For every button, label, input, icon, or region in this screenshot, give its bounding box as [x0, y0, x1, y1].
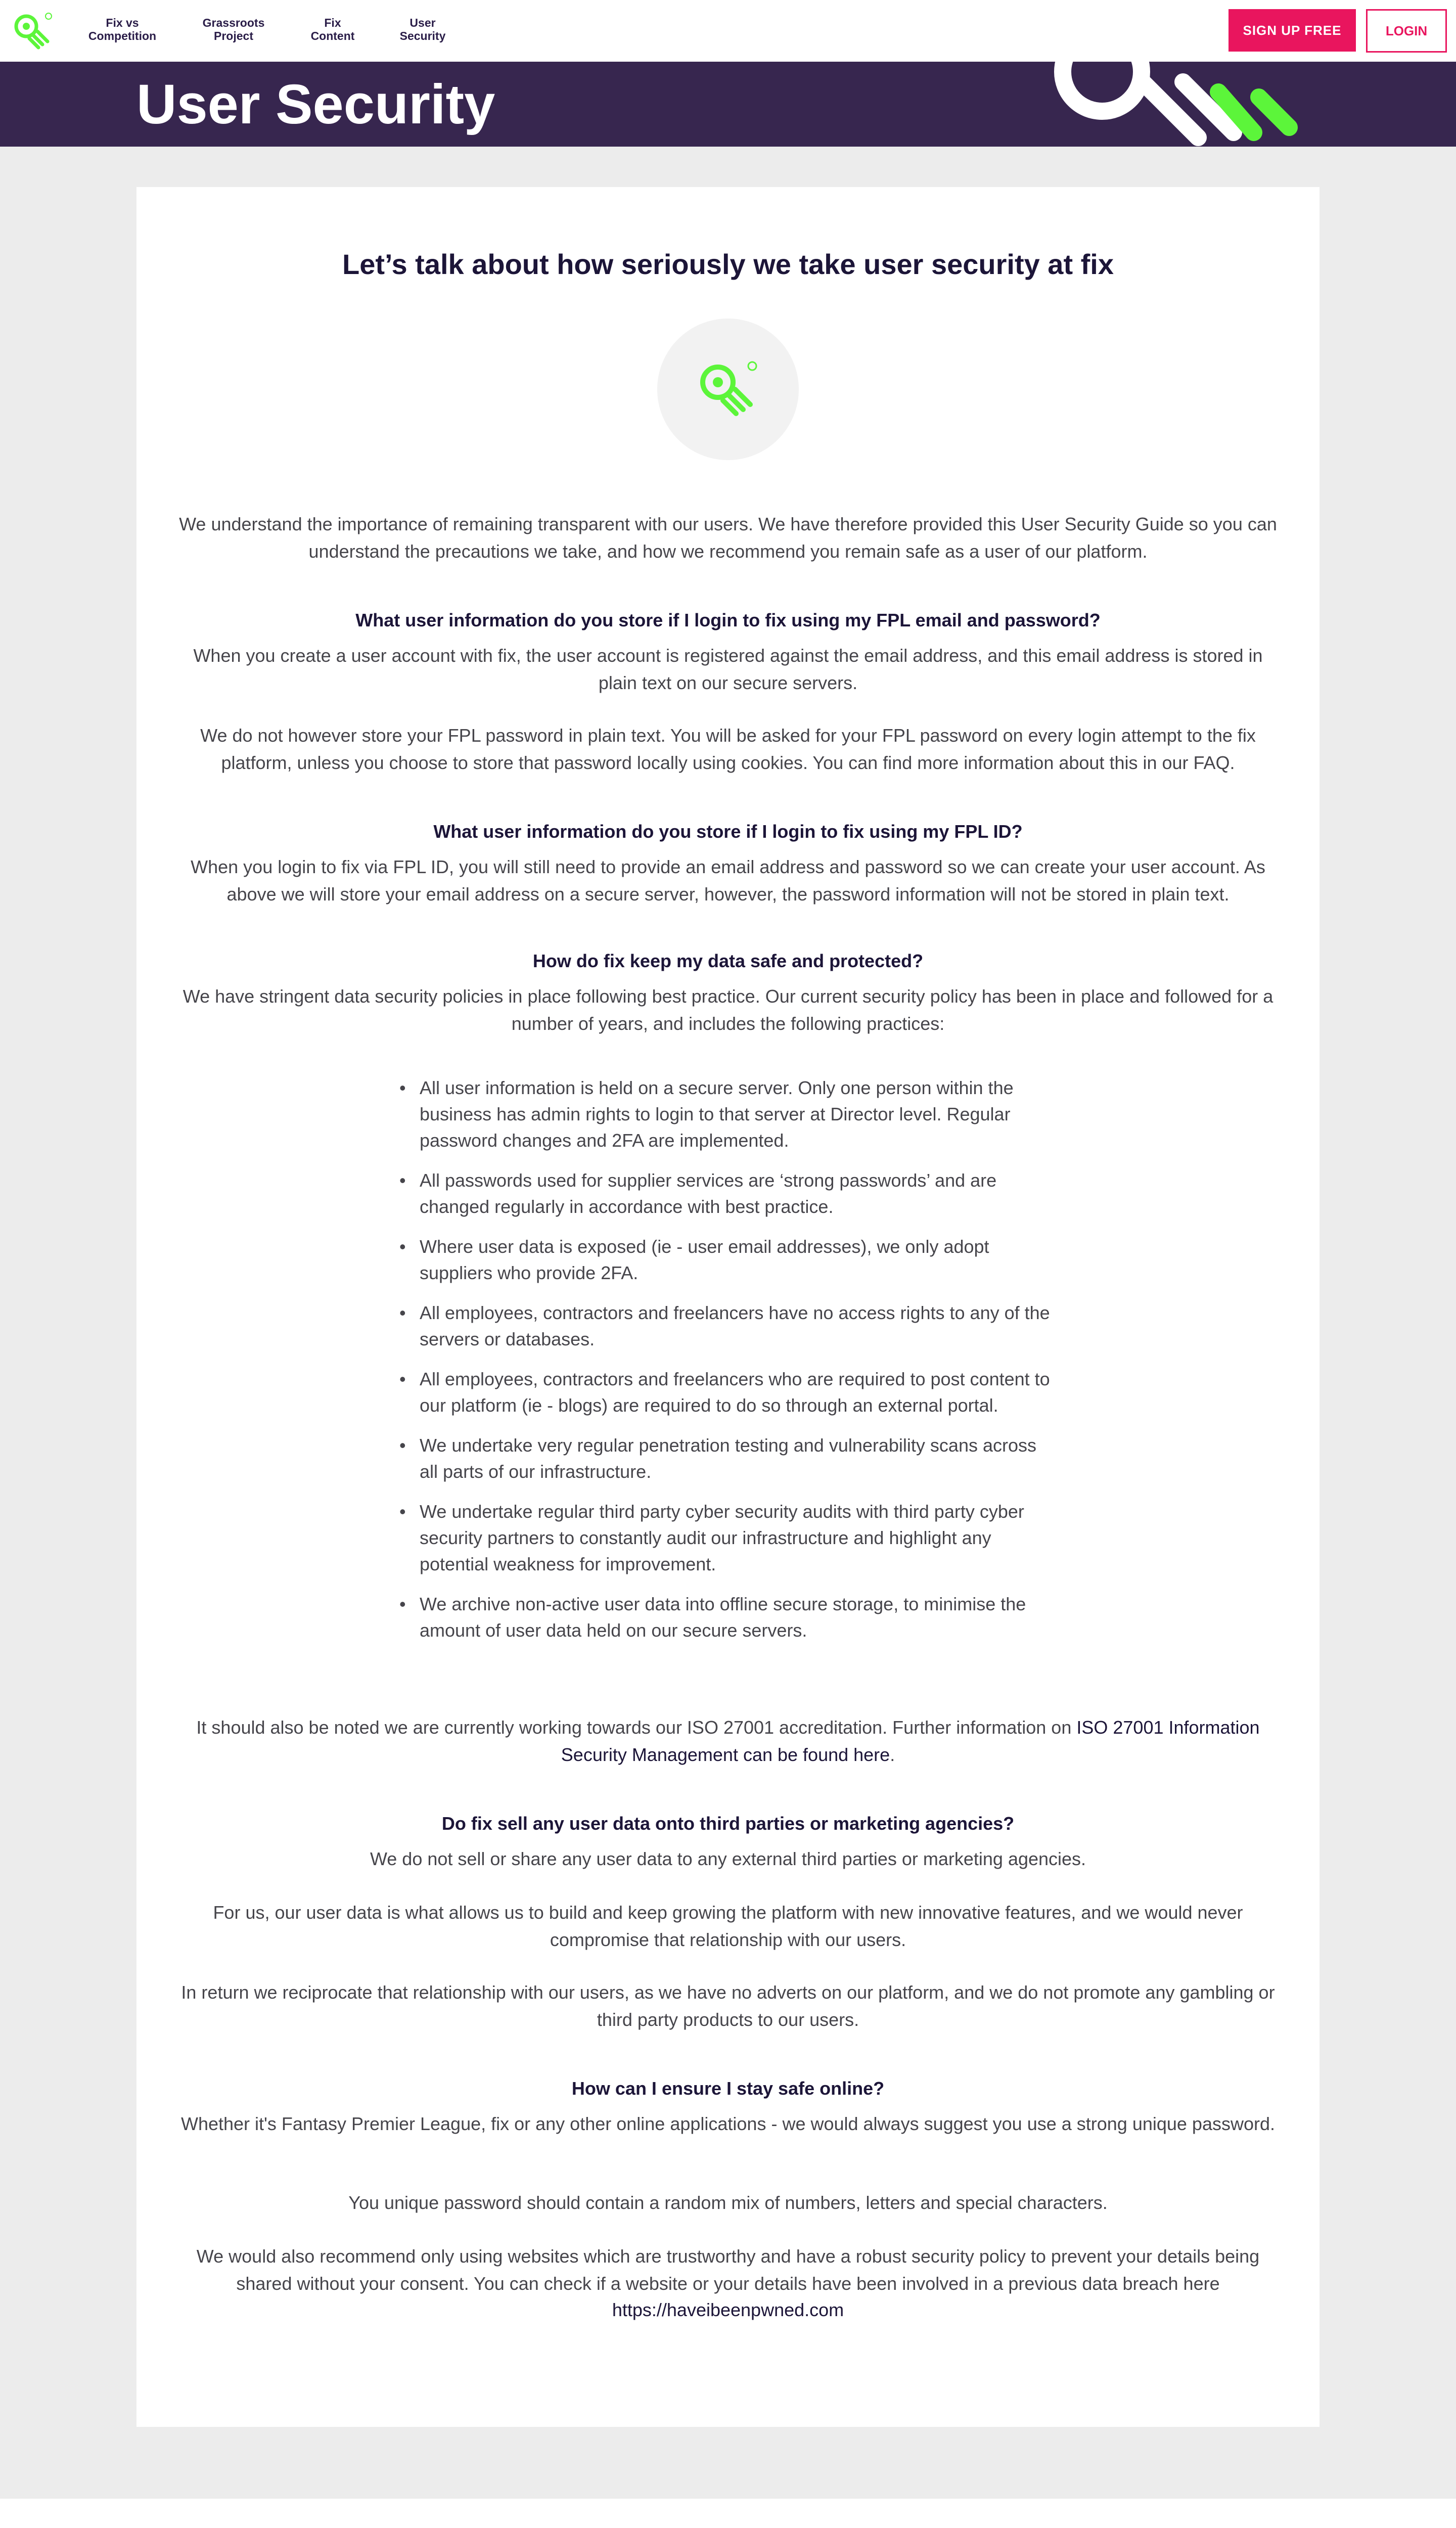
nav-link-line: Grassroots — [202, 16, 265, 29]
nav-link-line: Content — [310, 29, 355, 42]
nav-link-fix-vs-competition[interactable] — [81, 16, 164, 42]
section-paragraph: We have stringent data security policies in place following best practice. Our current security policy has been in place and followed for a number of years, and includes the following practices: — [183, 986, 1273, 1034]
list-item: • We undertake very regular penetration testing and vulnerability scans across all parts of our infrastructure. — [399, 1432, 1057, 1485]
list-item: • We undertake regular third party cyber security audits with third party cyber security partners to constantly audit our infrastructure and highlight any potential weakness for improvement. — [399, 1499, 1057, 1577]
fix-logo-decoration-icon — [1031, 62, 1314, 147]
list-item: • All passwords used for supplier services are ‘strong passwords’ and are changed regularly in accordance with best practice. — [399, 1167, 1057, 1220]
security-icon-badge — [657, 319, 799, 460]
iso-paragraph — [172, 1714, 1284, 1769]
section-paragraph: We would also recommend only using websites which are trustworthy and have a robust security policy to prevent your details being shared without your consent. You can check if a website or your details have been involved in a previous data breach here — [196, 2246, 1260, 2294]
section-paragraph: In return we reciprocate that relationship with our users, as we have no adverts on our platform, and we do not promote any gambling or third party products to our users. — [181, 1982, 1275, 2030]
section-heading: What user information do you store if I login to fix using my FPL email and password? — [355, 610, 1101, 630]
pwned-link[interactable]: https://haveibeenpwned.com — [612, 2299, 844, 2320]
list-item: • All employees, contractors and freelancers who are required to post content to our platform (ie - blogs) are required to do so through an external portal. — [399, 1366, 1057, 1419]
section-paragraph: When you create a user account with fix, the user account is registered against the email address, and this email address is stored in plain text on our secure servers. — [193, 645, 1263, 693]
fix-logo-icon — [693, 354, 763, 425]
section-paragraph: We do not however store your FPL password in plain text. You will be asked for your FPL password on every login attempt to the fix platform, unless you choose to store that password locally using cookies. You can find more information about this in our FAQ. — [200, 725, 1256, 773]
nav-link-fix-content[interactable] — [301, 16, 364, 42]
top-nav — [0, 0, 1456, 62]
section-heading: How do fix keep my data safe and protected? — [532, 951, 924, 971]
nav-link-line: Project — [214, 29, 253, 42]
nav-link-line: Competition — [88, 29, 157, 42]
list-item: • We archive non-active user data into offline secure storage, to minimise the amount of user data held on our secure servers. — [399, 1591, 1057, 1644]
nav-link-line: User — [410, 16, 436, 29]
iso-link[interactable]: ISO 27001 Information Security Management can be found here — [561, 1717, 1260, 1765]
signup-button[interactable]: SIGN UP FREE — [1228, 9, 1356, 52]
shortcut-bar — [0, 2499, 1456, 2528]
section-paragraph: Whether it's Fantasy Premier League, fix or any other online applications - we would always suggest you use a strong unique password. — [180, 2113, 1276, 2134]
section-heading: What user information do you store if I login to fix using my FPL ID? — [433, 821, 1023, 842]
practices-list — [399, 1075, 1057, 1657]
section-heading: Do fix sell any user data onto third parties or marketing agencies? — [441, 1813, 1015, 1834]
section-heading: How can I ensure I stay safe online? — [571, 2078, 885, 2099]
list-item: • All employees, contractors and freelancers have no access rights to any of the servers or databases. — [399, 1300, 1057, 1352]
nav-link-line: Fix vs — [106, 16, 139, 29]
iso-text: It should also be noted we are currently working towards our ISO 27001 accreditation. Further information on — [196, 1717, 1072, 1738]
list-item: • Where user data is exposed (ie - user email addresses), we only adopt suppliers who provide 2FA. — [399, 1234, 1057, 1286]
nav-link-line: Fix — [324, 16, 341, 29]
iso-end: . — [890, 1744, 895, 1765]
nav-link-line: Security — [399, 29, 446, 42]
content-card — [136, 187, 1320, 2427]
list-item: • All user information is held on a secure server. Only one person within the business has admin rights to login to that server at Director level. Regular password changes and 2FA are implemented. — [399, 1075, 1057, 1154]
intro-paragraph: We understand the importance of remaining transparent with our users. We have therefore provided this User Security Guide so you can understand the precautions we take, and how we recommend you remain safe as a user of our platform. — [179, 514, 1277, 562]
section-paragraph: We do not sell or share any user data to any external third parties or marketing agencies. — [370, 1848, 1086, 1869]
section-paragraph: When you login to fix via FPL ID, you will still need to provide an email address and password so we can create your user account. As above we will store your email address on a secure server, however, the password information will not be stored in plain text. — [191, 856, 1265, 905]
content-title: Let’s talk about how seriously we take user security at fix — [342, 248, 1114, 280]
section-paragraph: You unique password should contain a random mix of numbers, letters and special characters. — [348, 2192, 1108, 2213]
login-button[interactable]: LOGIN — [1366, 9, 1447, 53]
fix-logo-icon[interactable] — [9, 7, 57, 55]
nav-link-grassroots-project[interactable] — [194, 16, 273, 42]
nav-link-user-security[interactable] — [391, 16, 454, 42]
section-paragraph: For us, our user data is what allows us to build and keep growing the platform with new innovative features, and we would never compromise that relationship with our users. — [213, 1902, 1243, 1950]
hero-banner — [0, 62, 1456, 147]
page-title: User Security — [136, 73, 495, 136]
